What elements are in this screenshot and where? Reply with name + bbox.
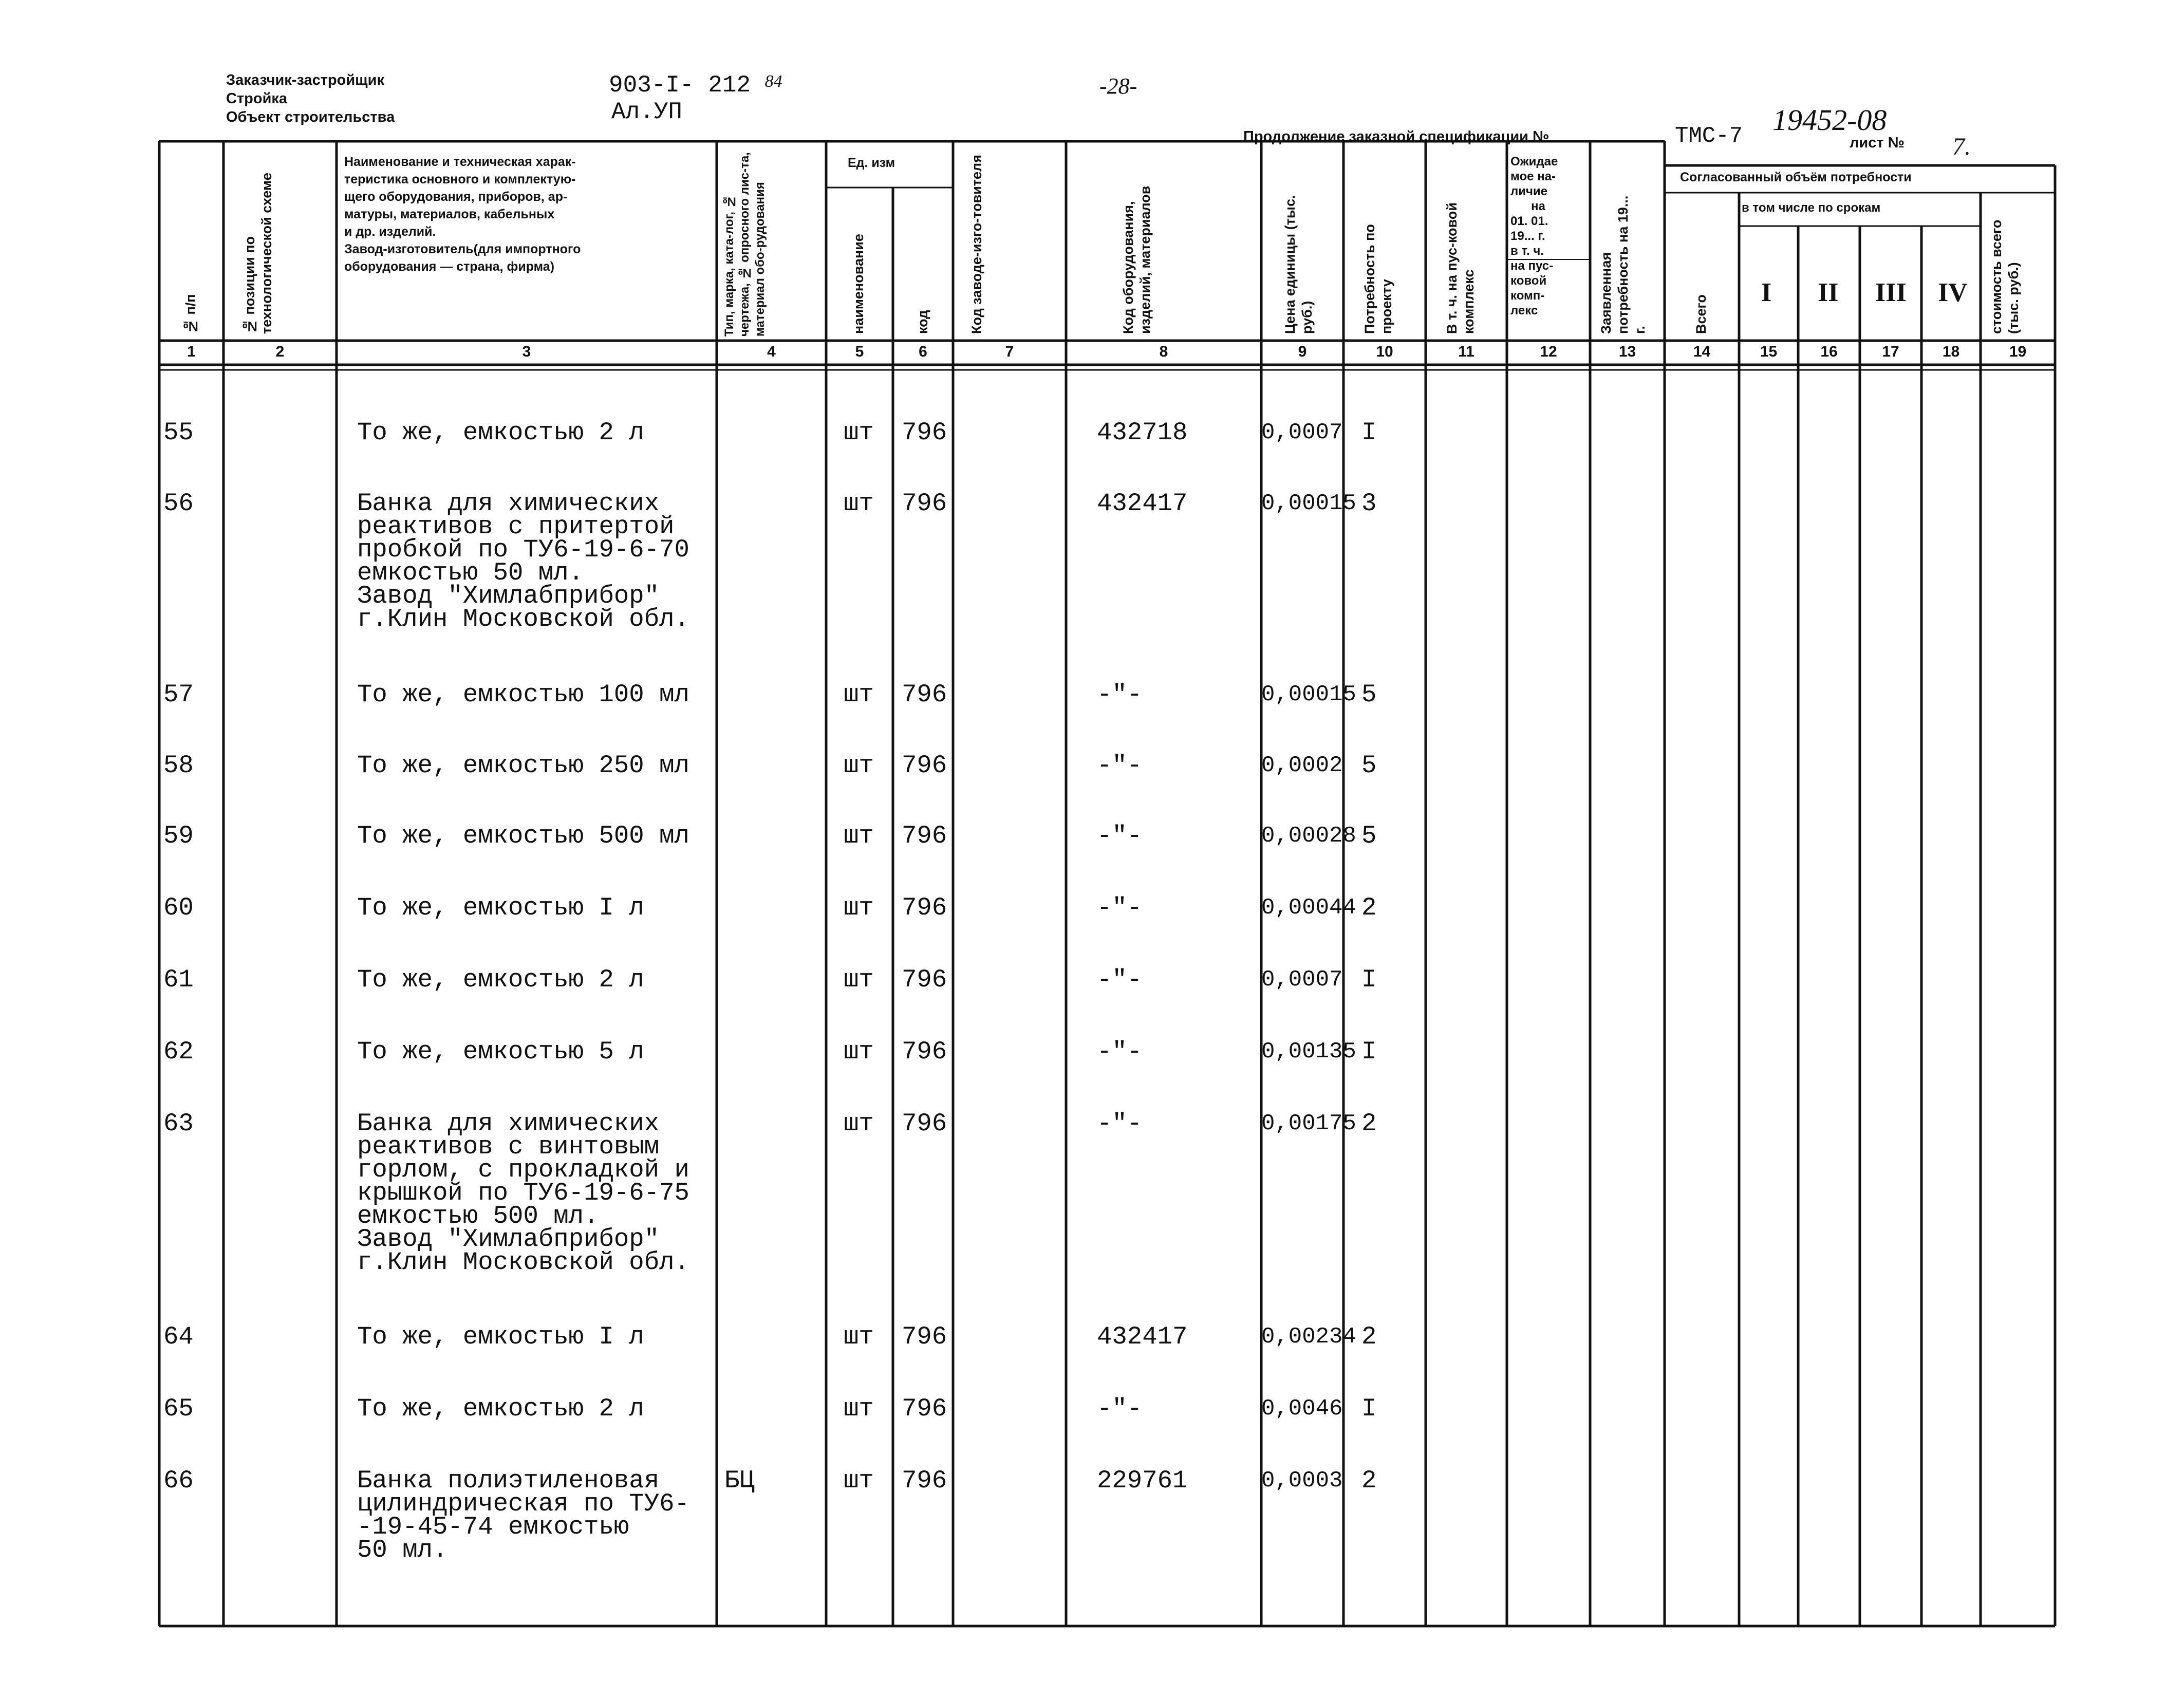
row-equipment-code: -"- (1097, 751, 1143, 780)
continuation-label: Продолжение заказной спецификации № (1243, 128, 1550, 145)
row-equipment-code: 432718 (1097, 418, 1188, 447)
row-need: 3 (1361, 489, 1377, 518)
row-unit-code: 796 (902, 1037, 947, 1066)
col-number: 7 (1005, 343, 1014, 360)
col12-line: ковой (1510, 274, 1547, 288)
col12-line: 01. 01. (1510, 214, 1548, 228)
row-number: 63 (163, 1109, 194, 1138)
col-number: 2 (275, 343, 285, 360)
row-unit: шт (844, 751, 874, 780)
col12-line: на (1531, 199, 1545, 213)
row-unit: шт (844, 893, 874, 922)
row-description (357, 489, 689, 633)
row-number: 65 (163, 1394, 194, 1423)
description-line: То же, емкостью 250 мл (357, 751, 689, 780)
row-unit-code: 796 (902, 680, 947, 709)
description-line: крышкой по ТУ6-19-6-75 (357, 1179, 689, 1207)
row-number: 59 (163, 822, 194, 850)
row-unit-code: 796 (902, 965, 947, 994)
row-unit: шт (844, 680, 874, 709)
row-equipment-code: -"- (1097, 893, 1143, 922)
col12-line: 19... г. (1510, 229, 1545, 243)
col2-header: № позиции по технологической схеме (242, 173, 274, 334)
page-number: -28- (1099, 73, 1137, 99)
row-unit: шт (844, 822, 874, 850)
description-line: цилиндрическая по ТУ6- (357, 1489, 689, 1518)
col-number: 8 (1159, 343, 1168, 360)
row-equipment-code: -"- (1097, 1037, 1143, 1066)
col12-line: на пус- (1510, 259, 1554, 273)
description-line: г.Клин Московской обл. (357, 605, 689, 633)
col-number: 14 (1693, 343, 1711, 360)
col1-header: № п/п (183, 294, 198, 334)
col-number: 5 (855, 343, 864, 360)
col3-header (344, 153, 714, 275)
col7-header: Код заводе-изго-товителя (969, 155, 984, 334)
row-price: 0,0003 (1261, 1468, 1343, 1493)
row-unit: шт (844, 1109, 874, 1138)
row-equipment-code: -"- (1097, 822, 1143, 850)
description-line: Банка для химических (357, 1109, 660, 1138)
description-line: емкостью 50 мл. (357, 558, 584, 587)
row-unit: шт (844, 1466, 874, 1495)
col-number: 16 (1820, 343, 1838, 360)
row-price: 0,0002 (1261, 753, 1343, 778)
col12-line: лекс (1510, 304, 1538, 318)
col12-line: в т. ч. (1510, 244, 1544, 258)
row-description (357, 822, 689, 850)
description-line: То же, емкостью 5 л (357, 1037, 644, 1066)
row-unit: шт (844, 965, 874, 994)
unit-group-header: Ед. изм (848, 156, 895, 170)
row-equipment-code: -"- (1097, 680, 1143, 709)
row-unit: шт (844, 1394, 874, 1423)
col-number: 1 (187, 343, 196, 360)
col3-line: щего оборудования, приборов, ар- (344, 190, 568, 204)
agreed-group-header: Согласованный объём потребности (1680, 170, 1912, 184)
description-line: реактивов с притертой (357, 512, 675, 541)
row-description (357, 1109, 689, 1277)
col3-line: теристика основного и комплектую- (344, 172, 576, 186)
row-equipment-code: 229761 (1097, 1466, 1188, 1495)
row-unit-code: 796 (902, 1394, 947, 1423)
col19-header: стоимость всего (тыс. руб.) (1989, 219, 2021, 334)
row-equipment-code: -"- (1097, 965, 1143, 994)
description-line: емкостью 500 мл. (357, 1202, 599, 1230)
description-line: горлом, с прокладкой и (357, 1155, 689, 1184)
row-need: 2 (1361, 1109, 1377, 1138)
col10-header: Потребность по проекту (1362, 224, 1394, 334)
row-price: 0,00135 (1261, 1039, 1356, 1065)
col3-line: Завод-изготовитель(для импортного (344, 242, 581, 256)
col-number: 13 (1618, 343, 1636, 360)
row-need: 2 (1361, 1466, 1377, 1495)
description-line: пробкой по ТУ6-19-6-70 (357, 535, 689, 564)
col12-line: мое на- (1510, 170, 1556, 183)
description-line: То же, емкостью I л (357, 893, 644, 922)
description-line: 50 мл. (357, 1536, 448, 1564)
col14-header: Всего (1693, 294, 1709, 334)
row-equipment-code: -"- (1097, 1109, 1143, 1138)
row-unit-code: 796 (902, 822, 947, 850)
sheet-label: лист № (1850, 135, 1905, 151)
row-description (357, 965, 644, 994)
row-price: 0,00234 (1261, 1324, 1356, 1350)
customer-line: Заказчик-застройщик (226, 72, 384, 88)
row-price: 0,0007 (1261, 967, 1343, 993)
col-number: 15 (1760, 343, 1778, 360)
row-equipment-code: 432417 (1097, 1322, 1188, 1351)
row-unit: шт (844, 1322, 874, 1351)
row-need: 5 (1361, 822, 1377, 850)
row-unit-code: 796 (902, 489, 947, 518)
description-line: То же, емкостью 500 мл (357, 822, 689, 850)
row-price: 0,00015 (1261, 491, 1356, 516)
row-price: 0,00015 (1261, 682, 1356, 707)
row-number: 64 (163, 1322, 194, 1351)
col5-header: наименование (851, 234, 866, 334)
col-number: 19 (2009, 343, 2027, 360)
col-number: 3 (522, 343, 531, 360)
col16-header: II (1818, 278, 1839, 307)
row-need: 5 (1361, 680, 1377, 709)
col6-header: код (915, 310, 930, 334)
row-description (357, 680, 689, 709)
row-description (357, 893, 644, 922)
row-unit: шт (844, 418, 874, 447)
doc-code-text: 903-I- 212 (609, 72, 751, 99)
row-price: 0,00044 (1261, 895, 1356, 921)
description-line: Завод "Химлабприбор" (357, 582, 660, 610)
row-need: I (1361, 1037, 1377, 1066)
row-description (357, 1466, 689, 1564)
row-price: 0,0007 (1261, 420, 1343, 445)
col11-header: В т. ч. на пус-ковой комплекс (1444, 202, 1477, 334)
description-line: То же, емкостью 2 л (357, 418, 644, 447)
row-number: 62 (163, 1037, 194, 1066)
row-price: 0,0046 (1261, 1396, 1343, 1422)
col13-header: Заявленная потребность на 19... г. (1598, 195, 1648, 334)
row-number: 66 (163, 1466, 194, 1495)
doc-year: 84 (764, 72, 782, 91)
row-description (357, 1394, 644, 1423)
col12-line: Ожидае (1510, 155, 1558, 169)
description-line: -19-45-74 емкостью (357, 1513, 629, 1541)
sheet-number: 7. (1952, 133, 1971, 160)
description-line: г.Клин Московской обл. (357, 1248, 689, 1277)
col-number: 10 (1376, 343, 1393, 360)
row-number: 55 (163, 418, 194, 447)
row-number: 60 (163, 893, 194, 922)
description-line: реактивов с винтовым (357, 1132, 660, 1161)
col18-header: IV (1938, 278, 1968, 307)
terms-group-header: в том числе по срокам (1742, 201, 1881, 215)
row-description (357, 1322, 644, 1351)
col17-header: III (1875, 278, 1907, 307)
col-number: 12 (1540, 343, 1557, 360)
row-unit-code: 796 (902, 751, 947, 780)
row-unit-code: 796 (902, 1466, 947, 1495)
spec-number: ТМС-7 (1675, 123, 1743, 149)
row-unit-code: 796 (902, 1109, 947, 1138)
description-line: Завод "Химлабприбор" (357, 1225, 660, 1254)
col-number: 11 (1458, 343, 1474, 360)
row-unit-code: 796 (902, 1322, 947, 1351)
row-equipment-code: -"- (1097, 1394, 1143, 1423)
description-line: То же, емкостью 2 л (357, 1394, 644, 1423)
row-description (357, 1037, 644, 1066)
row-need: 2 (1361, 1322, 1377, 1351)
construction-line: Стройка (226, 90, 288, 107)
row-equipment-code: 432417 (1097, 489, 1188, 518)
description-line: То же, емкостью I л (357, 1322, 644, 1351)
row-number: 58 (163, 751, 194, 780)
row-need: 5 (1361, 751, 1377, 780)
col3-line: оборудования — страна, фирма) (344, 259, 555, 274)
row-need: I (1361, 418, 1377, 447)
row-unit: шт (844, 1037, 874, 1066)
col3-line: Наименование и техническая харак- (344, 155, 576, 169)
row-type: БЦ (724, 1466, 755, 1495)
row-price: 0,00175 (1261, 1111, 1356, 1136)
description-line: Банка для химических (357, 489, 660, 518)
col15-header: I (1761, 278, 1772, 307)
row-number: 56 (163, 489, 194, 518)
row-need: I (1361, 965, 1377, 994)
row-number: 61 (163, 965, 194, 994)
row-need: 2 (1361, 893, 1377, 922)
col-number: 9 (1298, 343, 1307, 360)
row-unit: шт (844, 489, 874, 518)
description-line: Банка полиэтиленовая (357, 1466, 660, 1495)
registration-number: 19452-08 (1772, 103, 1887, 137)
col12-line: комп- (1510, 289, 1545, 303)
row-description (357, 418, 644, 447)
col-number: 17 (1882, 343, 1899, 360)
row-price: 0,00028 (1261, 823, 1356, 849)
col-number: 18 (1942, 343, 1960, 360)
description-line: То же, емкостью 100 мл (357, 680, 689, 709)
col-number: 6 (919, 343, 927, 360)
col3-line: матуры, материалов, кабельных (344, 207, 555, 221)
row-number: 57 (163, 680, 194, 709)
description-line: То же, емкостью 2 л (357, 965, 644, 994)
col3-line: и др. изделий. (344, 225, 436, 239)
row-description (357, 751, 689, 780)
col12-header (1510, 154, 1588, 318)
col4-header: Тип, марка, ката-лог, № чертежа, № опросного лис-та, материал обо-рудования (722, 152, 767, 337)
col-number: 4 (767, 343, 776, 360)
row-unit-code: 796 (902, 418, 947, 447)
row-unit-code: 796 (902, 893, 947, 922)
object-line: Объект строительства (226, 109, 395, 125)
row-need: I (1361, 1394, 1377, 1423)
col12-line: личие (1510, 184, 1548, 198)
album-label: Ал.УП (611, 99, 683, 125)
col8-header: Код оборудования, изделий, материалов (1121, 185, 1153, 334)
col9-header: Цена единицы (тыс. руб.) (1282, 195, 1315, 334)
